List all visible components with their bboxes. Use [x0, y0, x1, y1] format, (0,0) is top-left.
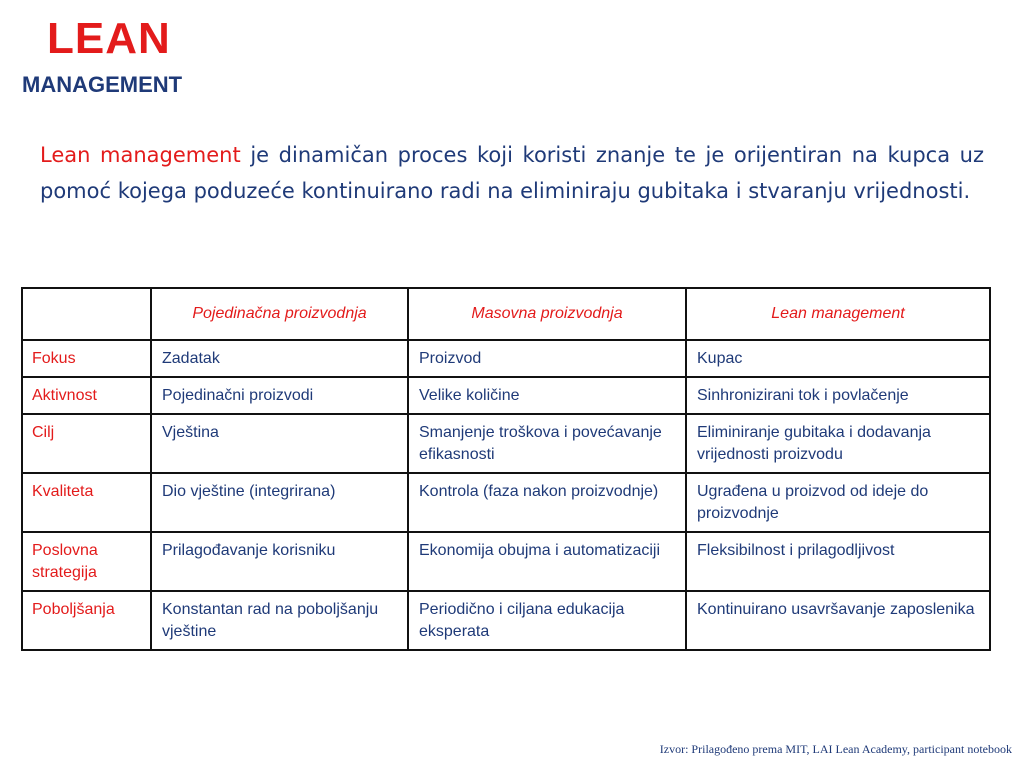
- table-cell: Konstantan rad na poboljšanju vještine: [151, 591, 408, 650]
- table-cell: Ekonomija obujma i automatizaciji: [408, 532, 686, 591]
- table-cell: Proizvod: [408, 340, 686, 377]
- table-cell: Kontrola (faza nakon proizvodnje): [408, 473, 686, 532]
- intro-highlight: Lean management: [40, 143, 241, 167]
- intro-paragraph: [40, 137, 984, 209]
- header-masovna: Masovna proizvodnja: [408, 288, 686, 340]
- row-label: Cilj: [22, 414, 151, 473]
- page-title: LEAN: [47, 14, 171, 63]
- table-cell: Kupac: [686, 340, 990, 377]
- table-cell: Periodično i ciljana edukacija eksperata: [408, 591, 686, 650]
- table-row: [22, 340, 990, 377]
- table-header-row: [22, 288, 990, 340]
- table-cell: Smanjenje troškova i povećavanje efikasnosti: [408, 414, 686, 473]
- table-cell: Kontinuirano usavršavanje zaposlenika: [686, 591, 990, 650]
- row-label: Aktivnost: [22, 377, 151, 414]
- row-label: Kvaliteta: [22, 473, 151, 532]
- table-row: [22, 591, 990, 650]
- intro-text: je dinamičan proces koji koristi znanje te je orijentiran na kupca uz pomoć kojega poduzeće kontinuirano radi na eliminiraju gubitaka i stvaranju vrijednosti.: [40, 143, 985, 203]
- table-cell: Sinhronizirani tok i povlačenje: [686, 377, 990, 414]
- table-cell: Fleksibilnost i prilagodljivost: [686, 532, 990, 591]
- table-row: [22, 473, 990, 532]
- table-row: [22, 532, 990, 591]
- header-pojedinacna: Pojedinačna proizvodnja: [151, 288, 408, 340]
- table-cell: Pojedinačni proizvodi: [151, 377, 408, 414]
- comparison-table: [21, 287, 991, 651]
- table-cell: Zadatak: [151, 340, 408, 377]
- table-cell: Vještina: [151, 414, 408, 473]
- table-cell: Prilagođavanje korisniku: [151, 532, 408, 591]
- header-cell-empty: [22, 288, 151, 340]
- table-cell: Ugrađena u proizvod od ideje do proizvodnje: [686, 473, 990, 532]
- row-label: Poboljšanja: [22, 591, 151, 650]
- row-label: Poslovna strategija: [22, 532, 151, 591]
- table-cell: Dio vještine (integrirana): [151, 473, 408, 532]
- table-cell: Eliminiranje gubitaka i dodavanja vrijednosti proizvodu: [686, 414, 990, 473]
- table-row: [22, 377, 990, 414]
- table-cell: Velike količine: [408, 377, 686, 414]
- source-note: Izvor: Prilagođeno prema MIT, LAI Lean Academy, participant notebook: [659, 742, 1012, 756]
- header-lean: Lean management: [686, 288, 990, 340]
- table-row: [22, 414, 990, 473]
- row-label: Fokus: [22, 340, 151, 377]
- page-subtitle: MANAGEMENT: [22, 72, 183, 97]
